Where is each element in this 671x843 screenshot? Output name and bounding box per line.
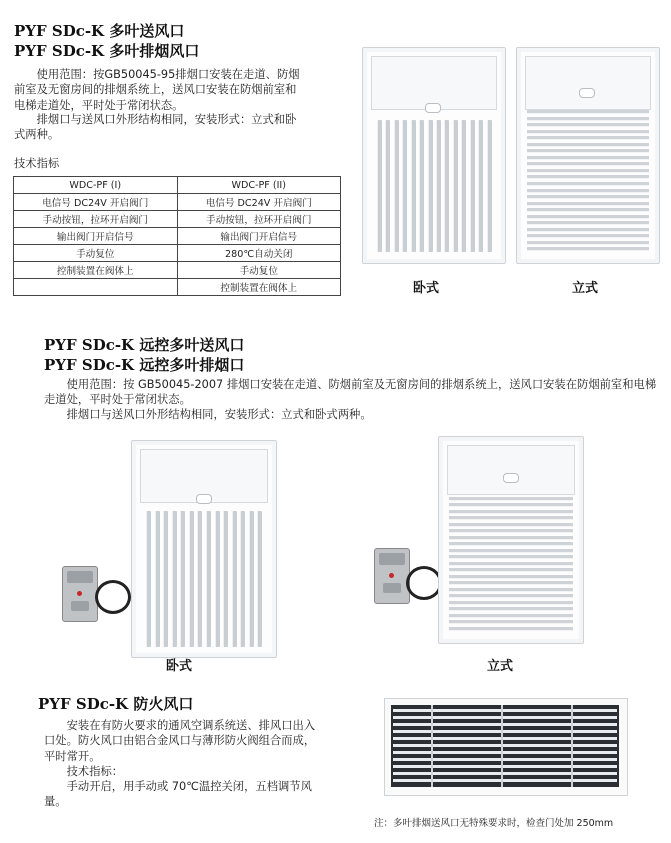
- slat: [449, 601, 573, 605]
- slat: [444, 120, 449, 252]
- slat: [527, 136, 649, 140]
- slat: [527, 234, 649, 238]
- slat: [215, 511, 220, 647]
- slat: [393, 772, 617, 775]
- support-bar: [571, 705, 573, 787]
- spec-heading: 技术指标: [14, 157, 60, 170]
- table-cell: 手动按钮，拉环开启阀门: [14, 211, 178, 228]
- slat: [449, 614, 573, 618]
- slat: [527, 189, 649, 193]
- slat: [527, 117, 649, 121]
- grille-frame: [391, 705, 619, 787]
- section1-title-1: PYF SDc-K 多叶送风口: [14, 22, 185, 40]
- control-display: [379, 553, 405, 565]
- slat: [527, 162, 649, 166]
- slat: [223, 511, 228, 647]
- slat: [449, 627, 573, 631]
- control-cable: [406, 566, 442, 600]
- section2-title-1: PYF SDc-K 远控多叶送风口: [44, 336, 245, 354]
- slat: [527, 156, 649, 160]
- slat: [449, 497, 573, 501]
- slat: [163, 511, 168, 647]
- section2-para-2: 排烟口与送风口外形结构相同，安装形式：立式和卧式两种。: [66, 408, 372, 421]
- slat: [232, 511, 237, 647]
- slat: [449, 542, 573, 546]
- slat: [172, 511, 177, 647]
- slat: [249, 511, 254, 647]
- slat: [527, 241, 649, 245]
- slat: [393, 758, 617, 761]
- slat: [527, 208, 649, 212]
- section1-para-1: 使用范围：按GB50045-95排烟口安装在走道、防烟前室及无窗房间的排烟系统上，送风口安装在防烟前室和电梯走道处，平时处于常闭状态。: [14, 68, 300, 112]
- table-cell: 手动复位: [177, 262, 341, 279]
- slat: [436, 120, 441, 252]
- table-cell: 电信号 DC24V 开启阀门: [177, 194, 341, 211]
- slat: [527, 110, 649, 114]
- slat: [449, 594, 573, 598]
- slat: [527, 247, 649, 251]
- slat: [527, 182, 649, 186]
- slat: [240, 511, 245, 647]
- slat: [394, 120, 399, 252]
- slat: [393, 779, 617, 782]
- table-row: [14, 228, 341, 245]
- access-panel: [447, 445, 575, 495]
- table-cell: 电信号 DC24V 开启阀门: [14, 194, 178, 211]
- remote-horizontal-vent-image: [131, 440, 277, 658]
- support-bar: [431, 705, 433, 787]
- slat: [411, 120, 416, 252]
- table-cell: [14, 279, 178, 296]
- table-cell: 控制装置在阀体上: [14, 262, 178, 279]
- slat: [449, 562, 573, 566]
- table-cell: 控制装置在阀体上: [177, 279, 341, 296]
- slat: [470, 120, 475, 252]
- slat: [449, 516, 573, 520]
- slat: [428, 120, 433, 252]
- section2-title-2: PYF SDc-K 远控多叶排烟口: [44, 356, 245, 374]
- section3-para-2: 手动开启，用手动或 70℃温控关闭，五档调节风量。: [44, 780, 312, 809]
- slat: [449, 529, 573, 533]
- remote-vertical-vent-image: [438, 436, 584, 644]
- slat: [449, 555, 573, 559]
- slat: [180, 511, 185, 647]
- slat: [155, 511, 160, 647]
- release-knob: [425, 103, 441, 113]
- support-bar: [501, 705, 503, 787]
- fire-damper-vent-image: [384, 698, 628, 796]
- spec-col-1-header: WDC-PF (I): [14, 177, 178, 194]
- table-row: [14, 245, 341, 262]
- access-panel: [371, 56, 497, 110]
- slat: [449, 523, 573, 527]
- slat: [393, 751, 617, 754]
- slat: [393, 709, 617, 712]
- table-cell: 手动复位: [14, 245, 178, 262]
- table-cell: 输出阀门开启信号: [177, 228, 341, 245]
- slat: [527, 228, 649, 232]
- slat: [527, 221, 649, 225]
- slat: [449, 536, 573, 540]
- slat: [449, 568, 573, 572]
- slat: [449, 549, 573, 553]
- slat: [527, 123, 649, 127]
- slat: [478, 120, 483, 252]
- release-knob: [579, 88, 595, 98]
- slat: [449, 607, 573, 611]
- access-panel: [525, 56, 651, 110]
- section1-para-2: 排烟口与送风口外形结构相同，安装形式：立式和卧式两种。: [14, 113, 297, 142]
- slat: [206, 511, 211, 647]
- slat: [189, 511, 194, 647]
- slat: [527, 215, 649, 219]
- spec-table-header-row: [14, 177, 341, 194]
- slat: [393, 737, 617, 740]
- slat: [527, 149, 649, 153]
- slat: [393, 716, 617, 719]
- table-cell: 手动按钮，拉环开启阀门: [177, 211, 341, 228]
- slat: [461, 120, 466, 252]
- slat: [449, 620, 573, 624]
- indicator-light: [77, 591, 82, 596]
- slat: [257, 511, 262, 647]
- horizontal-vent-image: [362, 47, 506, 264]
- slat: [527, 169, 649, 173]
- slat: [377, 120, 382, 252]
- slat: [449, 510, 573, 514]
- table-row: [14, 211, 341, 228]
- spec-col-2-header: WDC-PF (II): [177, 177, 341, 194]
- slat: [197, 511, 202, 647]
- slat: [393, 730, 617, 733]
- vertical-vent-image: [516, 47, 660, 264]
- slat: [419, 120, 424, 252]
- caption-horizontal-2: 卧式: [166, 659, 193, 674]
- table-row: [14, 262, 341, 279]
- remote-control-box: [62, 566, 98, 622]
- spec-table: [13, 176, 341, 296]
- control-button: [383, 583, 401, 593]
- release-knob: [503, 473, 519, 483]
- slat: [393, 723, 617, 726]
- control-display: [67, 571, 93, 583]
- slat: [393, 744, 617, 747]
- slat: [402, 120, 407, 252]
- control-button: [71, 601, 89, 611]
- table-row: [14, 279, 341, 296]
- footnote: 注：多叶排烟送风口无特殊要求时，检查门处加 250mm: [374, 818, 614, 829]
- slat: [385, 120, 390, 252]
- slat: [527, 143, 649, 147]
- slat: [146, 511, 151, 647]
- slat: [449, 575, 573, 579]
- table-cell: 输出阀门开启信号: [14, 228, 178, 245]
- table-row: [14, 194, 341, 211]
- section3-spec-label: 技术指标：: [66, 765, 124, 778]
- slat: [393, 765, 617, 768]
- table-cell: 280℃自动关闭: [177, 245, 341, 262]
- slat: [527, 202, 649, 206]
- section2-para-1: 使用范围：按 GB50045-2007 排烟口安装在走道、防烟前室及无窗房间的排烟系统上，送风口安装在防烟前室和电梯走道处，平时处于常闭状态。: [44, 378, 657, 407]
- section3-para-1: 安装在有防火要求的通风空调系统送、排风口出入口处。防火风口由铝合金风口与薄形防火阀组合而成，平时常开。: [44, 719, 316, 763]
- control-cable: [95, 580, 131, 614]
- remote-control-box: [374, 548, 410, 604]
- section1-title-2: PYF SDc-K 多叶排烟风口: [14, 42, 200, 60]
- caption-vertical: 立式: [572, 281, 599, 296]
- caption-horizontal: 卧式: [413, 281, 440, 296]
- section3-title: PYF SDc-K 防火风口: [38, 695, 194, 713]
- slat: [527, 130, 649, 134]
- slat: [453, 120, 458, 252]
- slat: [449, 581, 573, 585]
- caption-vertical-2: 立式: [487, 659, 514, 674]
- slat: [449, 503, 573, 507]
- slat: [527, 195, 649, 199]
- slat: [449, 588, 573, 592]
- release-knob: [196, 494, 212, 504]
- indicator-light: [389, 573, 394, 578]
- slat: [487, 120, 492, 252]
- slat: [527, 175, 649, 179]
